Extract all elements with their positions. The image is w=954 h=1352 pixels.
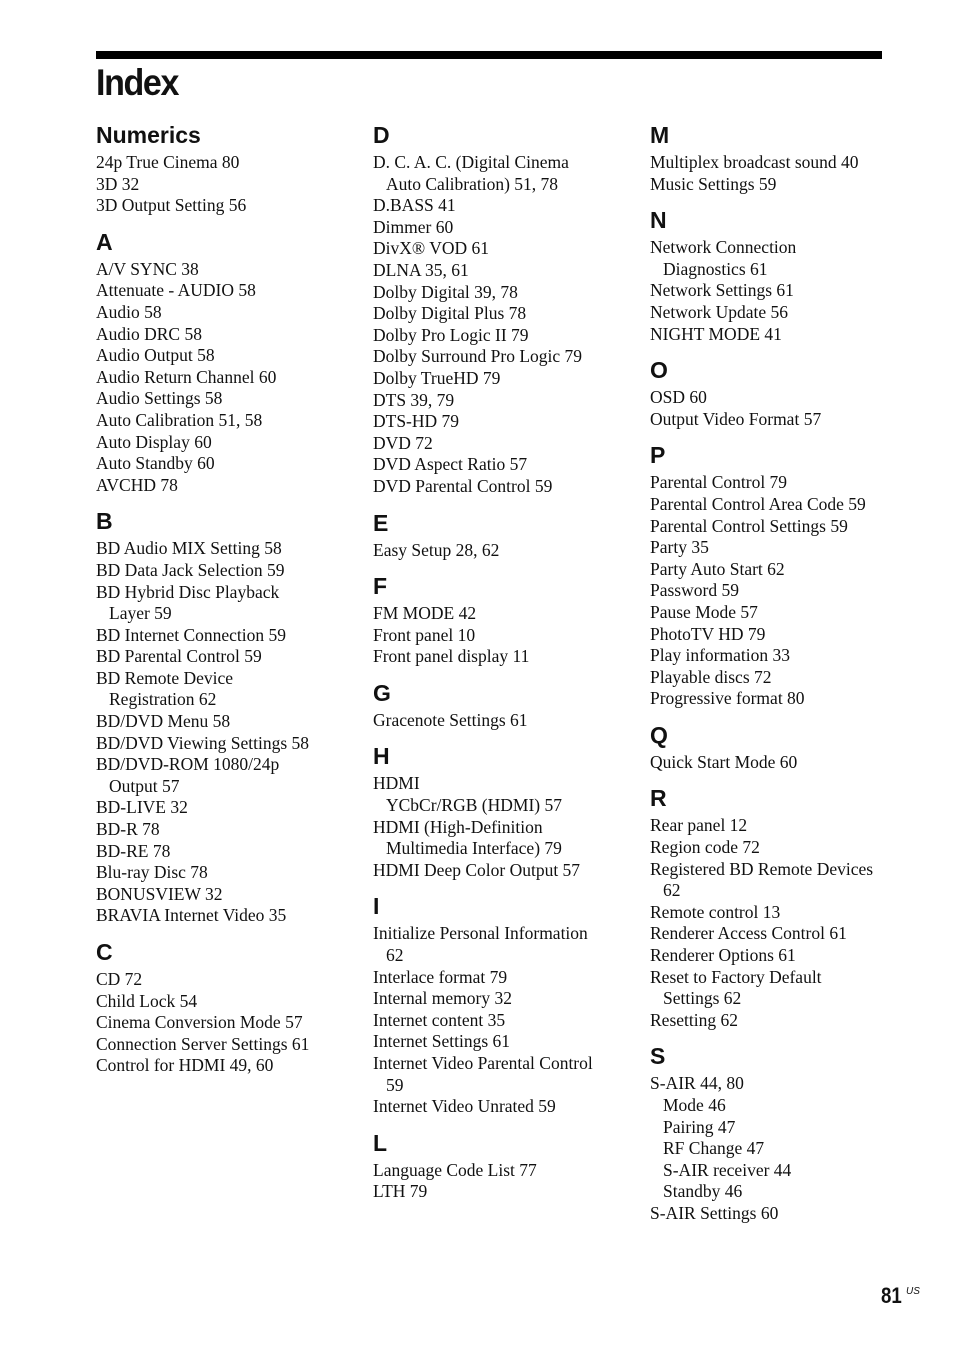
section-heading: Q bbox=[650, 721, 668, 748]
index-entry: Parental Control Area Code 59 bbox=[650, 493, 866, 514]
index-entry: Blu-ray Disc 78 bbox=[96, 862, 208, 883]
section-heading: H bbox=[373, 743, 390, 770]
section-heading: G bbox=[373, 679, 391, 706]
index-subentry: 62 bbox=[663, 880, 681, 901]
index-entry: Control for HDMI 49, 60 bbox=[96, 1055, 274, 1076]
index-entry-list bbox=[650, 752, 912, 774]
index-entry: Auto Display 60 bbox=[96, 431, 212, 452]
index-section bbox=[373, 509, 635, 562]
index-entry-list bbox=[373, 710, 635, 732]
index-entry: OSD 60 bbox=[650, 387, 707, 408]
index-subentry: Auto Calibration) 51, 78 bbox=[386, 173, 559, 194]
index-column-2 bbox=[373, 118, 635, 1203]
index-entry: Dolby Surround Pro Logic 79 bbox=[373, 346, 583, 367]
section-heading: D bbox=[373, 122, 390, 148]
index-entry-list bbox=[96, 259, 358, 497]
section-heading: A bbox=[96, 228, 113, 255]
index-entry: Front panel display 11 bbox=[373, 646, 530, 667]
index-entry: BD Parental Control 59 bbox=[96, 646, 262, 667]
index-entry: Language Code List 77 bbox=[373, 1159, 537, 1180]
index-entry: Parental Control Settings 59 bbox=[650, 515, 848, 536]
index-entry: Internet Video Unrated 59 bbox=[373, 1096, 556, 1117]
index-entry: Quick Start Mode 60 bbox=[650, 751, 798, 772]
section-heading: P bbox=[650, 442, 666, 469]
index-entry: Easy Setup 28, 62 bbox=[373, 539, 500, 560]
index-entry: Playable discs 72 bbox=[650, 666, 772, 687]
index-entry: A/V SYNC 38 bbox=[96, 258, 199, 279]
index-section bbox=[650, 1042, 912, 1224]
index-entry-list bbox=[650, 152, 912, 195]
index-entry: Registered BD Remote Devices bbox=[650, 858, 874, 879]
index-column-3 bbox=[650, 118, 912, 1225]
index-entry: 24p True Cinema 80 bbox=[96, 152, 240, 172]
index-subentry: Mode 46 bbox=[663, 1095, 726, 1115]
index-entry: BD-R 78 bbox=[96, 819, 160, 840]
index-entry: Attenuate - AUDIO 58 bbox=[96, 280, 256, 301]
index-entry: Network Connection bbox=[650, 237, 797, 258]
index-section bbox=[96, 507, 358, 927]
index-entry: Initialize Personal Information bbox=[373, 923, 588, 944]
index-entry: Pause Mode 57 bbox=[650, 601, 758, 622]
index-entry: LTH 79 bbox=[373, 1181, 428, 1202]
index-entry: Renderer Options 61 bbox=[650, 945, 796, 966]
index-entry: Auto Calibration 51, 58 bbox=[96, 409, 263, 430]
index-subentry: Multimedia Interface) 79 bbox=[386, 838, 562, 859]
index-entry: BD-LIVE 32 bbox=[96, 797, 188, 818]
index-entry: Internet Video Parental Control bbox=[373, 1053, 593, 1073]
index-entry-list bbox=[373, 540, 635, 562]
index-entry: S-AIR 44, 80 bbox=[650, 1073, 744, 1094]
index-entry-list bbox=[96, 538, 358, 927]
index-subentry: Registration 62 bbox=[109, 689, 217, 710]
index-section bbox=[650, 784, 912, 1031]
index-entry: Play information 33 bbox=[650, 645, 790, 666]
index-entry: Internet content 35 bbox=[373, 1009, 506, 1030]
section-heading: N bbox=[650, 207, 667, 234]
index-entry: S-AIR Settings 60 bbox=[650, 1202, 779, 1223]
index-entry: DVD Aspect Ratio 57 bbox=[373, 454, 528, 475]
index-entry: Child Lock 54 bbox=[96, 990, 198, 1011]
index-entry: Dolby Digital 39, 78 bbox=[373, 281, 518, 302]
index-section bbox=[650, 441, 912, 710]
index-entry: BONUSVIEW 32 bbox=[96, 883, 223, 904]
index-entry: BD Internet Connection 59 bbox=[96, 624, 287, 645]
index-entry: 3D 32 bbox=[96, 173, 140, 194]
index-entry-list bbox=[373, 923, 635, 1117]
index-entry: BD Remote Device bbox=[96, 667, 234, 688]
index-entry: Gracenote Settings 61 bbox=[373, 709, 528, 730]
index-entry: HDMI (High-Definition bbox=[373, 816, 543, 837]
index-entry: BD Data Jack Selection 59 bbox=[96, 559, 285, 580]
index-entry: Connection Server Settings 61 bbox=[96, 1033, 310, 1054]
index-entry: DLNA 35, 61 bbox=[373, 259, 469, 280]
index-entry: Network Settings 61 bbox=[650, 280, 794, 301]
index-entry: Resetting 62 bbox=[650, 1009, 738, 1030]
index-entry: Rear panel 12 bbox=[650, 815, 748, 836]
index-entry-list bbox=[650, 237, 912, 345]
index-entry: 3D Output Setting 56 bbox=[96, 195, 247, 216]
section-heading: M bbox=[650, 122, 670, 148]
index-subentry: Standby 46 bbox=[663, 1181, 743, 1202]
index-entry-list bbox=[373, 773, 635, 881]
index-entry: Party Auto Start 62 bbox=[650, 558, 785, 579]
index-subentry: YCbCr/RGB (HDMI) 57 bbox=[386, 795, 562, 816]
section-heading: S bbox=[650, 1043, 666, 1070]
index-section bbox=[373, 1129, 635, 1203]
index-entry: BD/DVD Menu 58 bbox=[96, 711, 231, 732]
section-heading: C bbox=[96, 939, 113, 965]
index-section bbox=[373, 892, 635, 1117]
index-entry: Interlace format 79 bbox=[373, 966, 508, 987]
index-entry: Dolby TrueHD 79 bbox=[373, 367, 501, 388]
index-entry: DTS-HD 79 bbox=[373, 411, 460, 432]
index-entry: Progressive format 80 bbox=[650, 688, 805, 709]
index-section bbox=[650, 356, 912, 430]
index-entry: Auto Standby 60 bbox=[96, 453, 215, 474]
index-section bbox=[650, 121, 912, 195]
index-subentry: 59 bbox=[386, 1074, 404, 1095]
index-entry: Dolby Digital Plus 78 bbox=[373, 303, 527, 324]
index-entry: Password 59 bbox=[650, 580, 739, 601]
index-entry: BD Hybrid Disc Playback bbox=[96, 581, 280, 602]
index-entry: Dolby Pro Logic II 79 bbox=[373, 324, 529, 345]
index-entry: D. C. A. C. (Digital Cinema bbox=[373, 152, 569, 172]
index-subentry: RF Change 47 bbox=[663, 1138, 765, 1159]
index-entry: Audio DRC 58 bbox=[96, 323, 202, 344]
section-heading: F bbox=[373, 573, 388, 600]
index-entry: Audio Return Channel 60 bbox=[96, 366, 277, 387]
section-heading: R bbox=[650, 785, 667, 812]
index-entry: BRAVIA Internet Video 35 bbox=[96, 905, 287, 926]
section-heading: B bbox=[96, 508, 113, 535]
index-section bbox=[96, 228, 358, 497]
section-heading: E bbox=[373, 509, 389, 536]
index-entry: Remote control 13 bbox=[650, 901, 781, 922]
index-subentry: Layer 59 bbox=[109, 603, 172, 624]
index-entry: HDMI bbox=[373, 773, 420, 794]
index-entry: BD-RE 78 bbox=[96, 840, 171, 861]
index-entry: DivX® VOD 61 bbox=[373, 238, 490, 259]
index-entry: Dimmer 60 bbox=[373, 216, 454, 237]
index-entry: Renderer Access Control 61 bbox=[650, 923, 847, 944]
index-entry-list bbox=[650, 387, 912, 430]
index-entry: Music Settings 59 bbox=[650, 173, 777, 194]
index-entry-list bbox=[373, 603, 635, 668]
index-subentry: Pairing 47 bbox=[663, 1116, 736, 1137]
index-entry: Internal memory 32 bbox=[373, 988, 512, 1009]
index-subentry: S-AIR receiver 44 bbox=[663, 1159, 792, 1180]
index-entry: HDMI Deep Color Output 57 bbox=[373, 859, 581, 880]
index-entry: Audio Settings 58 bbox=[96, 388, 223, 409]
section-heading: I bbox=[373, 893, 380, 920]
index-entry: BD Audio MIX Setting 58 bbox=[96, 538, 282, 559]
index-entry-list bbox=[650, 815, 912, 1031]
section-heading: L bbox=[373, 1129, 388, 1156]
page-region-suffix: US bbox=[906, 1286, 920, 1297]
index-entry: Parental Control 79 bbox=[650, 472, 788, 493]
index-entry: FM MODE 42 bbox=[373, 603, 477, 624]
index-entry-list bbox=[96, 152, 358, 217]
index-section bbox=[650, 206, 912, 345]
index-entry: D.BASS 41 bbox=[373, 195, 456, 216]
index-section bbox=[373, 572, 635, 668]
index-entry: NIGHT MODE 41 bbox=[650, 323, 782, 344]
page-title: Index bbox=[96, 62, 179, 103]
index-section bbox=[650, 721, 912, 774]
index-entry-list bbox=[373, 152, 635, 498]
index-entry: Output Video Format 57 bbox=[650, 408, 822, 429]
index-entry: Region code 72 bbox=[650, 837, 760, 858]
index-section bbox=[373, 121, 635, 498]
index-section bbox=[373, 742, 635, 881]
index-section bbox=[373, 679, 635, 732]
index-entry-list bbox=[96, 969, 358, 1077]
index-entry: Audio Output 58 bbox=[96, 345, 215, 366]
index-subentry: Settings 62 bbox=[663, 988, 742, 1009]
section-heading: O bbox=[650, 357, 668, 384]
index-entry: Multiplex broadcast sound 40 bbox=[650, 152, 859, 172]
index-section bbox=[96, 121, 358, 217]
index-entry: Audio 58 bbox=[96, 301, 162, 322]
index-entry-list bbox=[373, 1160, 635, 1203]
index-entry: Reset to Factory Default bbox=[650, 966, 822, 987]
index-entry: AVCHD 78 bbox=[96, 474, 178, 495]
section-heading: Numerics bbox=[96, 122, 201, 148]
index-entry: BD/DVD Viewing Settings 58 bbox=[96, 732, 310, 753]
index-subentry: 62 bbox=[386, 945, 404, 966]
index-entry: Party 35 bbox=[650, 537, 709, 558]
index-section bbox=[96, 938, 358, 1077]
index-entry: DVD Parental Control 59 bbox=[373, 475, 553, 496]
index-entry-list bbox=[650, 1073, 912, 1224]
index-entry: BD/DVD-ROM 1080/24p bbox=[96, 754, 280, 775]
index-entry: DTS 39, 79 bbox=[373, 389, 455, 410]
page-number: 81 bbox=[881, 1283, 902, 1308]
index-column-1 bbox=[96, 118, 358, 1077]
index-entry: Cinema Conversion Mode 57 bbox=[96, 1012, 303, 1033]
index-entry-list bbox=[650, 472, 912, 710]
index-entry: Front panel 10 bbox=[373, 624, 476, 645]
index-entry: CD 72 bbox=[96, 969, 143, 989]
index-entry: DVD 72 bbox=[373, 432, 433, 453]
index-entry: Network Update 56 bbox=[650, 301, 789, 322]
index-entry: PhotoTV HD 79 bbox=[650, 623, 766, 644]
index-entry: Internet Settings 61 bbox=[373, 1031, 511, 1052]
index-subentry: Diagnostics 61 bbox=[663, 258, 768, 279]
top-rule bbox=[96, 51, 882, 59]
index-subentry: Output 57 bbox=[109, 775, 180, 796]
